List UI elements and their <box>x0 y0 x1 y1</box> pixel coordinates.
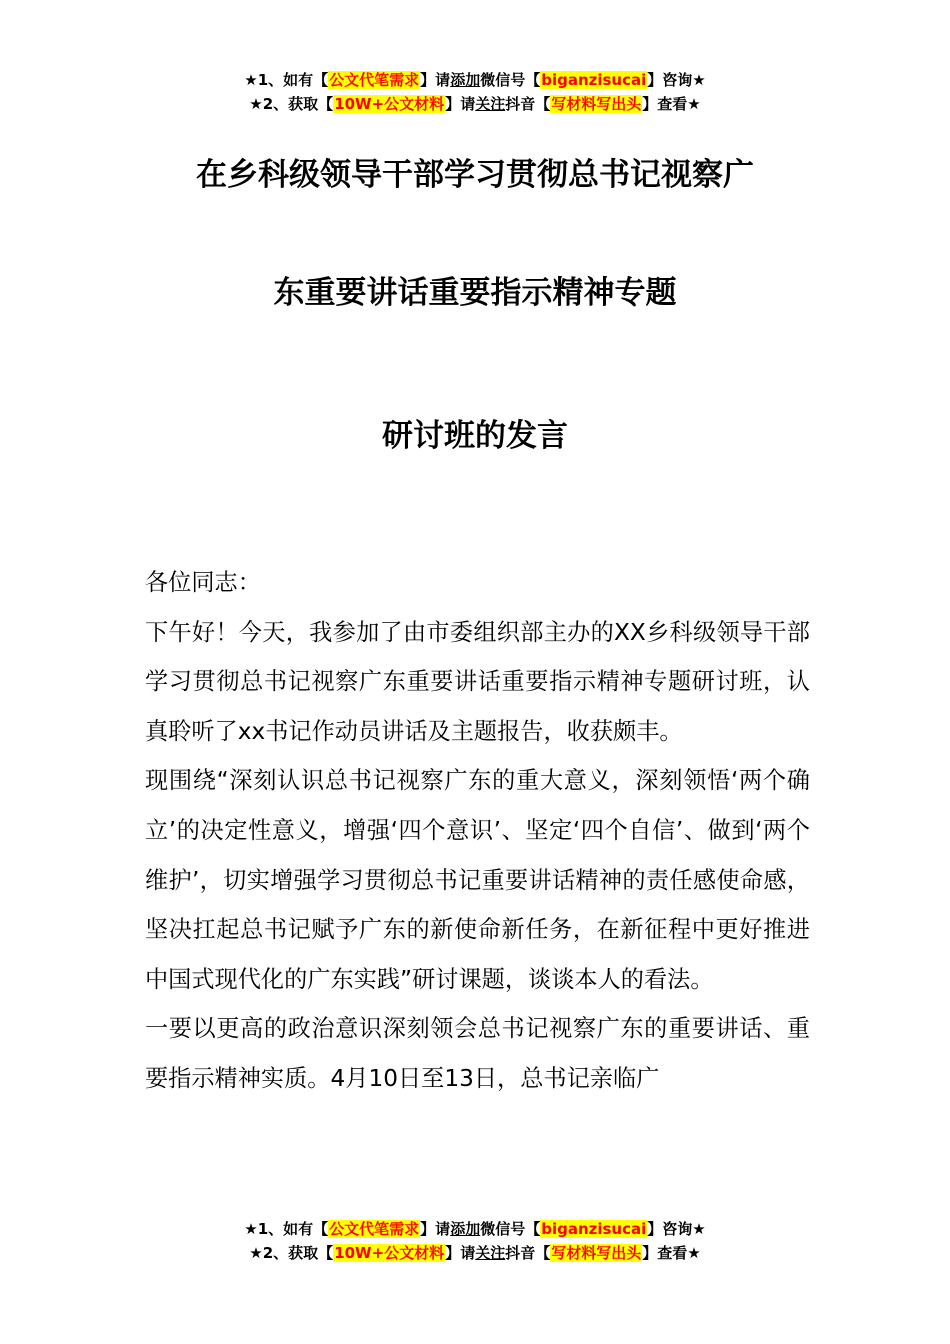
highlight-douyin-account: 写材料写出头 <box>551 1244 642 1262</box>
highlight-materials: 10W+公文材料 <box>334 1244 445 1262</box>
footer-line-2: ★2、获取【10W+公文材料】请关注抖音【写材料写出头】查看★ <box>249 1244 701 1262</box>
banner-line-1: ★1、如有【公文代笔需求】请添加微信号【biganzisucai】咨询★ <box>244 71 706 89</box>
highlight-douyin-account: 写材料写出头 <box>551 95 642 113</box>
header-banner <box>0 68 950 116</box>
paragraph-2: 现围绕“深刻认识总书记视察广东的重大意义，深刻领悟‘两个确立’的决定性意义，增强‘四个意识’、坚定‘四个自信’、做到‘两个维护’，切实增强学习贯彻总书记重要讲话精神的责任感使命感，坚决扛起总书记赋予广东的新使命新任务，在新征程中更好推进中国式现代化的广东实践”研讨课题，谈谈本人的看法。 <box>145 767 810 993</box>
document-title-line-1: 在乡科级领导干部学习贯彻总书记视察广 <box>196 157 754 193</box>
salutation: 各位同志： <box>145 569 261 596</box>
footer-banner <box>0 1217 950 1265</box>
highlight-service: 公文代笔需求 <box>329 71 420 89</box>
paragraph-3: 一要以更高的政治意识深刻领会总书记视察广东的重要讲话、重要指示精神实质。4月10日至13日，总书记亲临广 <box>145 1015 810 1092</box>
highlight-service: 公文代笔需求 <box>329 1220 420 1238</box>
footer-line-1: ★1、如有【公文代笔需求】请添加微信号【biganzisucai】咨询★ <box>244 1220 706 1238</box>
underlined-add: 添加 <box>450 71 481 89</box>
banner-line-2: ★2、获取【10W+公文材料】请关注抖音【写材料写出头】查看★ <box>249 95 701 113</box>
highlight-materials: 10W+公文材料 <box>334 95 445 113</box>
underlined-follow: 关注 <box>475 1244 506 1262</box>
underlined-follow: 关注 <box>475 95 506 113</box>
highlight-wechat-id: biganzisucai <box>541 1220 647 1238</box>
underlined-add: 添加 <box>450 1220 481 1238</box>
document-body <box>145 558 810 1104</box>
document-title-line-3: 研讨班的发言 <box>382 418 568 454</box>
highlight-wechat-id: biganzisucai <box>541 71 647 89</box>
document-title-line-2: 东重要讲话重要指示精神专题 <box>273 275 677 311</box>
paragraph-1: 下午好！今天，我参加了由市委组织部主办的XX乡科级领导干部学习贯彻总书记视察广东重要讲话重要指示精神专题研讨班，认真聆听了xx书记作动员讲话及主题报告，收获颇丰。 <box>145 618 810 745</box>
